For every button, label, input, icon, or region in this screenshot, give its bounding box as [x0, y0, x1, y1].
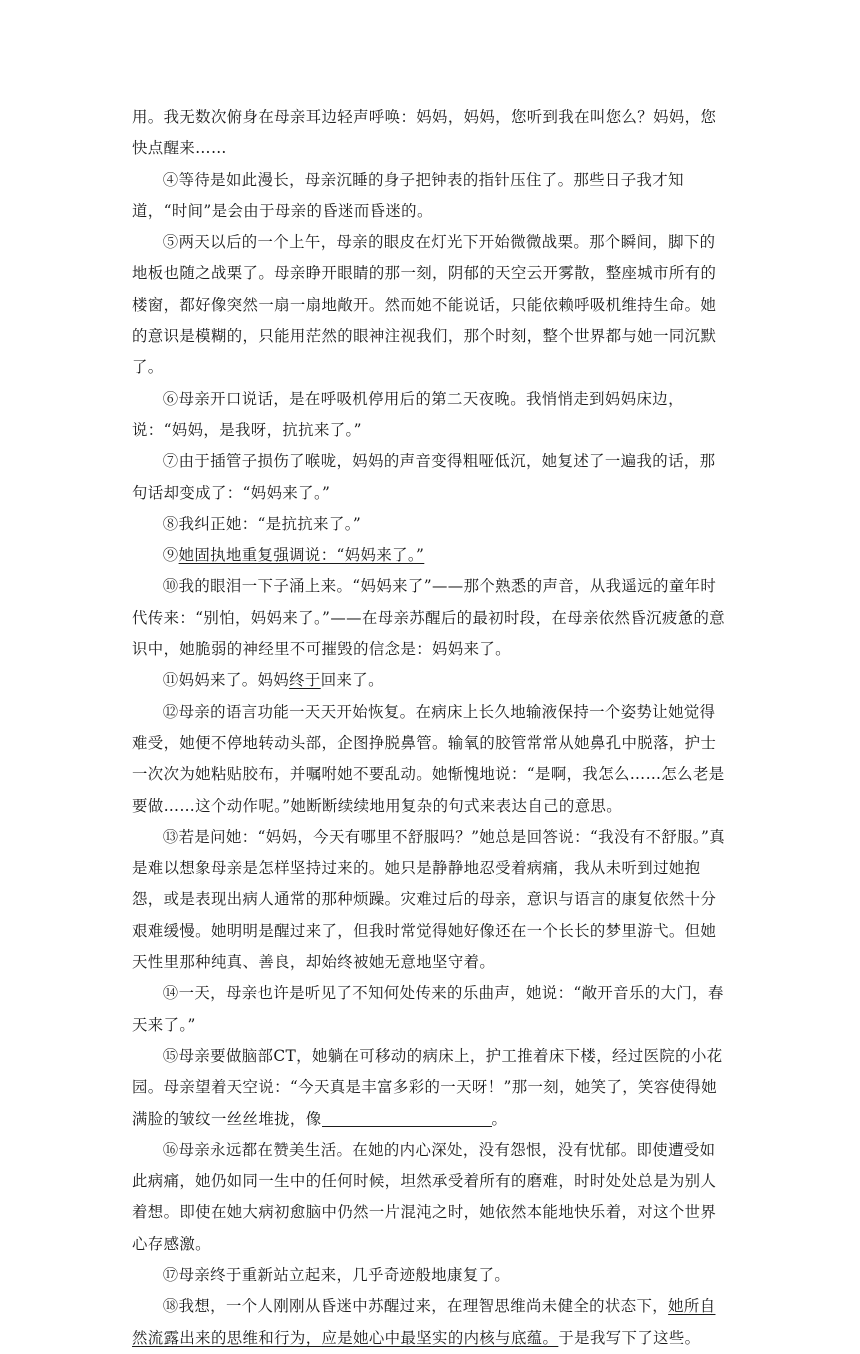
text-run: ⑩我的眼泪一下子涌上来。“妈妈来了”——那个熟悉的声音，从我遥远的童年时代传来：“别怕，妈妈来了。”——在母亲苏醒后的最初时段，在母亲依然昏沉疲惫的意识中，她脆弱的神经里不可摧毁的信念是：妈妈来了。: [132, 577, 726, 659]
text-run: ⑫母亲的语言功能一天天开始恢复。在病床上长久地输液保持一个姿势让她觉得难受，她便不停地转动头部，企图挣脱鼻管。输氧的胶管常常从她鼻孔中脱落，护士一次次为她粘贴胶布，并嘱咐她不要乱动。她惭愧地说：“是啊，我怎么……怎么老是要做……这个动作呢。”她断断续续地用复杂的句式来表达自己的意思。: [132, 702, 725, 815]
text-run: ⑤两天以后的一个上午，母亲的眼皮在灯光下开始微微战栗。那个瞬间，脚下的地板也随之战栗了。母亲睁开眼睛的那一刻，阴郁的天空云开雾散，整座城市所有的楼窗，都好像突然一扇一扇地敞开。然而她不能说话，只能依赖呼吸机维持生命。她的意识是模糊的，只能用茫然的眼神注视我们，那个时刻，整个世界都与她一同沉默了。: [132, 233, 717, 377]
text-run: ⑭一天，母亲也许是听见了不知何处传来的乐曲声，她说：“敞开音乐的大门，春天来了。”: [132, 984, 724, 1034]
text-run: 。: [491, 1109, 508, 1128]
text-run: 回来了。: [320, 671, 384, 690]
underlined-text: 终于: [289, 671, 321, 690]
paragraph-p8: [132, 509, 730, 540]
text-run: ⑦由于插管子损伤了喉咙，妈妈的声音变得粗哑低沉，她复述了一遍我的话，那句话却变成了：“妈妈来了。”: [132, 452, 716, 502]
text-run: 于是我写下了这些。: [558, 1328, 701, 1347]
text-run: ⑰母亲终于重新站立起来，几乎奇迹般地康复了。: [162, 1265, 511, 1284]
text-run: ⑱我想，一个人刚刚从昏迷中苏醒过来，在理智思维尚未健全的状态下，: [162, 1297, 669, 1316]
text-run: ④等待是如此漫长，母亲沉睡的身子把钟表的指针压住了。那些日子我才知道，“时间”是会由于母亲的昏迷而昏迷的。: [132, 170, 684, 220]
paragraph-p6: [132, 384, 730, 447]
text-run: ⑮母亲要做脑部CT，她躺在可移动的病床上，护工推着床下楼，经过医院的小花园。母亲望着天空说：“今天真是丰富多彩的一天呀！”那一刻，她笑了，笑容使得她满脸的皱纹一丝丝堆拢，像: [132, 1046, 723, 1128]
paragraph-p4: [132, 165, 730, 228]
paragraph-p0: [132, 102, 730, 165]
text-run: ⑬若是问她：“妈妈，今天有哪里不舒服吗？”她总是回答说：“我没有不舒服。”真是难以想象母亲是怎样坚持过来的。她只是静静地忍受着病痛，我从未听到过她抱怨，或是表现出病人通常的那种烦躁。灾难过后的母亲，意识与语言的康复依然十分艰难缓慢。她明明是醒过来了，但我时常觉得她好像还在一个长长的梦里游弋。但她天性里那种纯真、善良，却始终被她无意地坚守着。: [132, 827, 726, 972]
paragraph-p15: [132, 1041, 730, 1135]
paragraph-p12: [132, 697, 730, 822]
text-run: ⑨: [162, 546, 179, 565]
article-body: [132, 102, 730, 1354]
fill-in-blank: [322, 1110, 492, 1126]
paragraph-p18: [132, 1291, 730, 1354]
underlined-text: 她所自然流露出来的思维和行为，应是她心中最坚实的内核与底蕴。: [132, 1297, 716, 1347]
paragraph-p14: [132, 978, 730, 1041]
paragraph-p10: [132, 571, 730, 665]
paragraph-p5: [132, 227, 730, 383]
paragraph-p9: [132, 540, 730, 571]
underlined-text: 她固执地重复强调说：“妈妈来了。”: [178, 546, 425, 565]
text-run: ⑯母亲永远都在赞美生活。在她的内心深处，没有怨恨，没有忧郁。即使遭受如此病痛，她仍如同一生中的任何时候，坦然承受着所有的磨难，时时处处总是为别人着想。即使在她大病初愈脑中仍然一片混沌之时，她依然本能地快乐着，对这个世界心存感激。: [132, 1140, 717, 1253]
text-run: ⑥母亲开口说话，是在呼吸机停用后的第二天夜晚。我悄悄走到妈妈床边，说：“妈妈，是我呀，抗抗来了。”: [132, 389, 684, 439]
paragraph-p7: [132, 446, 730, 509]
paragraph-p17: [132, 1260, 730, 1291]
paragraph-p16: [132, 1135, 730, 1260]
paragraph-p11: [132, 665, 730, 696]
text-run: ⑧我纠正她：“是抗抗来了。”: [162, 514, 362, 533]
text-run: ⑪妈妈来了。妈妈: [162, 671, 290, 690]
paragraph-p13: [132, 822, 730, 978]
text-run: 用。我无数次俯身在母亲耳边轻声呼唤：妈妈，妈妈，您听到我在叫您么？妈妈，您快点醒来……: [132, 108, 717, 158]
